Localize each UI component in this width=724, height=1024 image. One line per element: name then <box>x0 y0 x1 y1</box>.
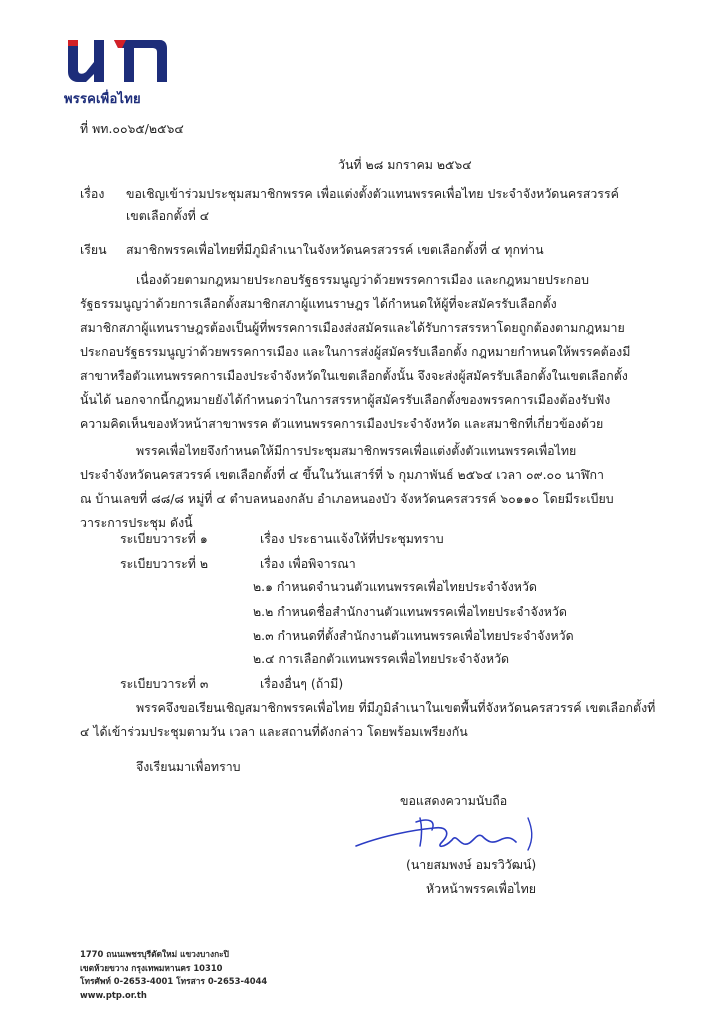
paragraph-line: สาขาหรือตัวแทนพรรคการเมืองประจำจังหวัดในเขตเลือกตั้งนั้น จึงจะส่งผู้สมัครรับเลือกตั้งในเขตเลือกตั้ง <box>80 368 628 383</box>
agenda-subitem: ๒.๓ กำหนดที่ตั้งสำนักงานตัวแทนพรรคเพื่อไทยประจำจังหวัด <box>253 628 574 643</box>
document-date: วันที่ ๒๘ มกราคม ๒๕๖๔ <box>338 157 472 172</box>
agenda-item-2 <box>120 555 356 573</box>
party-logo <box>64 32 174 109</box>
agenda-text: เรื่องอื่นๆ (ถ้ามี) <box>260 676 344 691</box>
paragraph-line: ณ บ้านเลขที่ ๘๘/๘ หมู่ที่ ๔ ตำบลหนองกลับ อำเภอหนองบัว จังหวัดนครสวรรค์ ๖๐๑๑๐ โดยมีระเบียบ <box>80 491 614 506</box>
footer-website: www.ptp.or.th <box>80 989 147 1000</box>
paragraph-line: วาระการประชุม ดังนี้ <box>80 515 193 530</box>
paragraph-line: นั้นได้ นอกจากนี้กฎหมายยังได้กำหนดว่าในการสรรหาผู้สมัครรับเลือกตั้งของพรรคการเมืองต้องรับฟัง <box>80 392 611 407</box>
paragraph-line: ประกอบรัฐธรรมนูญว่าด้วยพรรคการเมือง และในการส่งผู้สมัครรับเลือกตั้ง กฎหมายกำหนดให้พรรคต้องมี <box>80 344 631 359</box>
signer-title: หัวหน้าพรรคเพื่อไทย <box>426 881 536 896</box>
agenda-number: ระเบียบวาระที่ ๒ <box>120 556 209 571</box>
paragraph-line: สมาชิกสภาผู้แทนราษฎรต้องเป็นผู้ที่พรรคการเมืองส่งสมัครและได้รับการสรรหาโดยถูกต้องตามกฎหมาย <box>80 320 625 335</box>
footer-line: โทรศัพท์ 0-2653-4001 โทรสาร 0-2653-4044 <box>80 976 268 986</box>
agenda-number: ระเบียบวาระที่ ๑ <box>120 531 208 546</box>
paragraph-1 <box>80 271 680 433</box>
agenda-subitem: ๒.๒ กำหนดชื่อสำนักงานตัวแทนพรรคเพื่อไทยประจำจังหวัด <box>253 604 567 619</box>
signer-name: (นายสมพงษ์ อมรวิวัฒน์) <box>406 857 537 872</box>
paragraph-2 <box>80 442 680 532</box>
regards-text: ขอแสดงความนับถือ <box>400 793 508 808</box>
paragraph-line: ความคิดเห็นของหัวหน้าสาขาพรรค ตัวแทนพรรคการเมืองประจำจังหวัด และสมาชิกที่เกี่ยวข้องด้วย <box>80 416 604 431</box>
agenda-text: เรื่อง เพื่อพิจารณา <box>260 556 356 571</box>
agenda-subitem: ๒.๔ การเลือกตัวแทนพรรคเพื่อไทยประจำจังหวัด <box>253 651 510 666</box>
addressee-label: เรียน <box>80 242 107 257</box>
footer-line: เขตห้วยขวาง กรุงเทพมหานคร 10310 <box>80 962 223 973</box>
footer-line: 1770 ถนนเพชรบุรีตัดใหม่ แขวงบางกะปิ <box>80 949 229 959</box>
agenda-subitem: ๒.๑ กำหนดจำนวนตัวแทนพรรคเพื่อไทยประจำจังหวัด <box>253 579 537 594</box>
addressee-text: สมาชิกพรรคเพื่อไทยที่มีภูมิลำเนาในจังหวัดนครสวรรค์ เขตเลือกตั้งที่ ๔ ทุกท่าน <box>126 242 544 257</box>
paragraph-line: พรรคจึงขอเรียนเชิญสมาชิกพรรคเพื่อไทย ที่มีภูมิลำเนาในเขตพื้นที่จังหวัดนครสวรรค์ เขตเลือกตั้งที่ <box>136 700 656 715</box>
subject-label: เรื่อง <box>80 186 105 201</box>
paragraph-line: เนื่องด้วยตามกฎหมายประกอบรัฐธรรมนูญว่าด้วยพรรคการเมือง และกฎหมายประกอบ <box>136 272 590 287</box>
paragraph-line: ประจำจังหวัดนครสวรรค์ เขตเลือกตั้งที่ ๔ ขึ้นในวันเสาร์ที่ ๖ กุมภาพันธ์ ๒๕๖๔ เวลา ๐๙.๐๐ นาฬิกา <box>80 467 604 482</box>
paragraph-3 <box>80 699 680 741</box>
paragraph-line: รัฐธรรมนูญว่าด้วยการเลือกตั้งสมาชิกสภาผู้แทนราษฎร ได้กำหนดให้ผู้ที่จะสมัครรับเลือกตั้ง <box>80 296 557 311</box>
party-logo-mark <box>64 32 170 86</box>
paragraph-line: ๔ ได้เข้าร่วมประชุมตามวัน เวลา และสถานที่ดังกล่าว โดยพร้อมเพรียงกัน <box>80 724 468 739</box>
closing-line: จึงเรียนมาเพื่อทราบ <box>136 759 241 774</box>
footer-address <box>80 948 267 1002</box>
document-number: ที่ พท.๐๐๖๕/๒๕๖๔ <box>80 121 184 136</box>
subject-line-1: ขอเชิญเข้าร่วมประชุมสมาชิกพรรค เพื่อแต่งตั้งตัวแทนพรรคเพื่อไทย ประจำจังหวัดนครสวรรค์ <box>126 186 619 201</box>
paragraph-line: พรรคเพื่อไทยจึงกำหนดให้มีการประชุมสมาชิกพรรคเพื่อแต่งตั้งตัวแทนพรรคเพื่อไทย <box>136 443 577 458</box>
agenda-item-3 <box>120 675 343 693</box>
subject-line-2: เขตเลือกตั้งที่ ๔ <box>126 208 210 223</box>
agenda-text: เรื่อง ประธานแจ้งให้ที่ประชุมทราบ <box>260 531 444 546</box>
agenda-number: ระเบียบวาระที่ ๓ <box>120 676 209 691</box>
signature-image <box>352 812 542 860</box>
agenda-item-1 <box>120 530 444 548</box>
party-name: พรรคเพื่อไทย <box>64 92 141 107</box>
